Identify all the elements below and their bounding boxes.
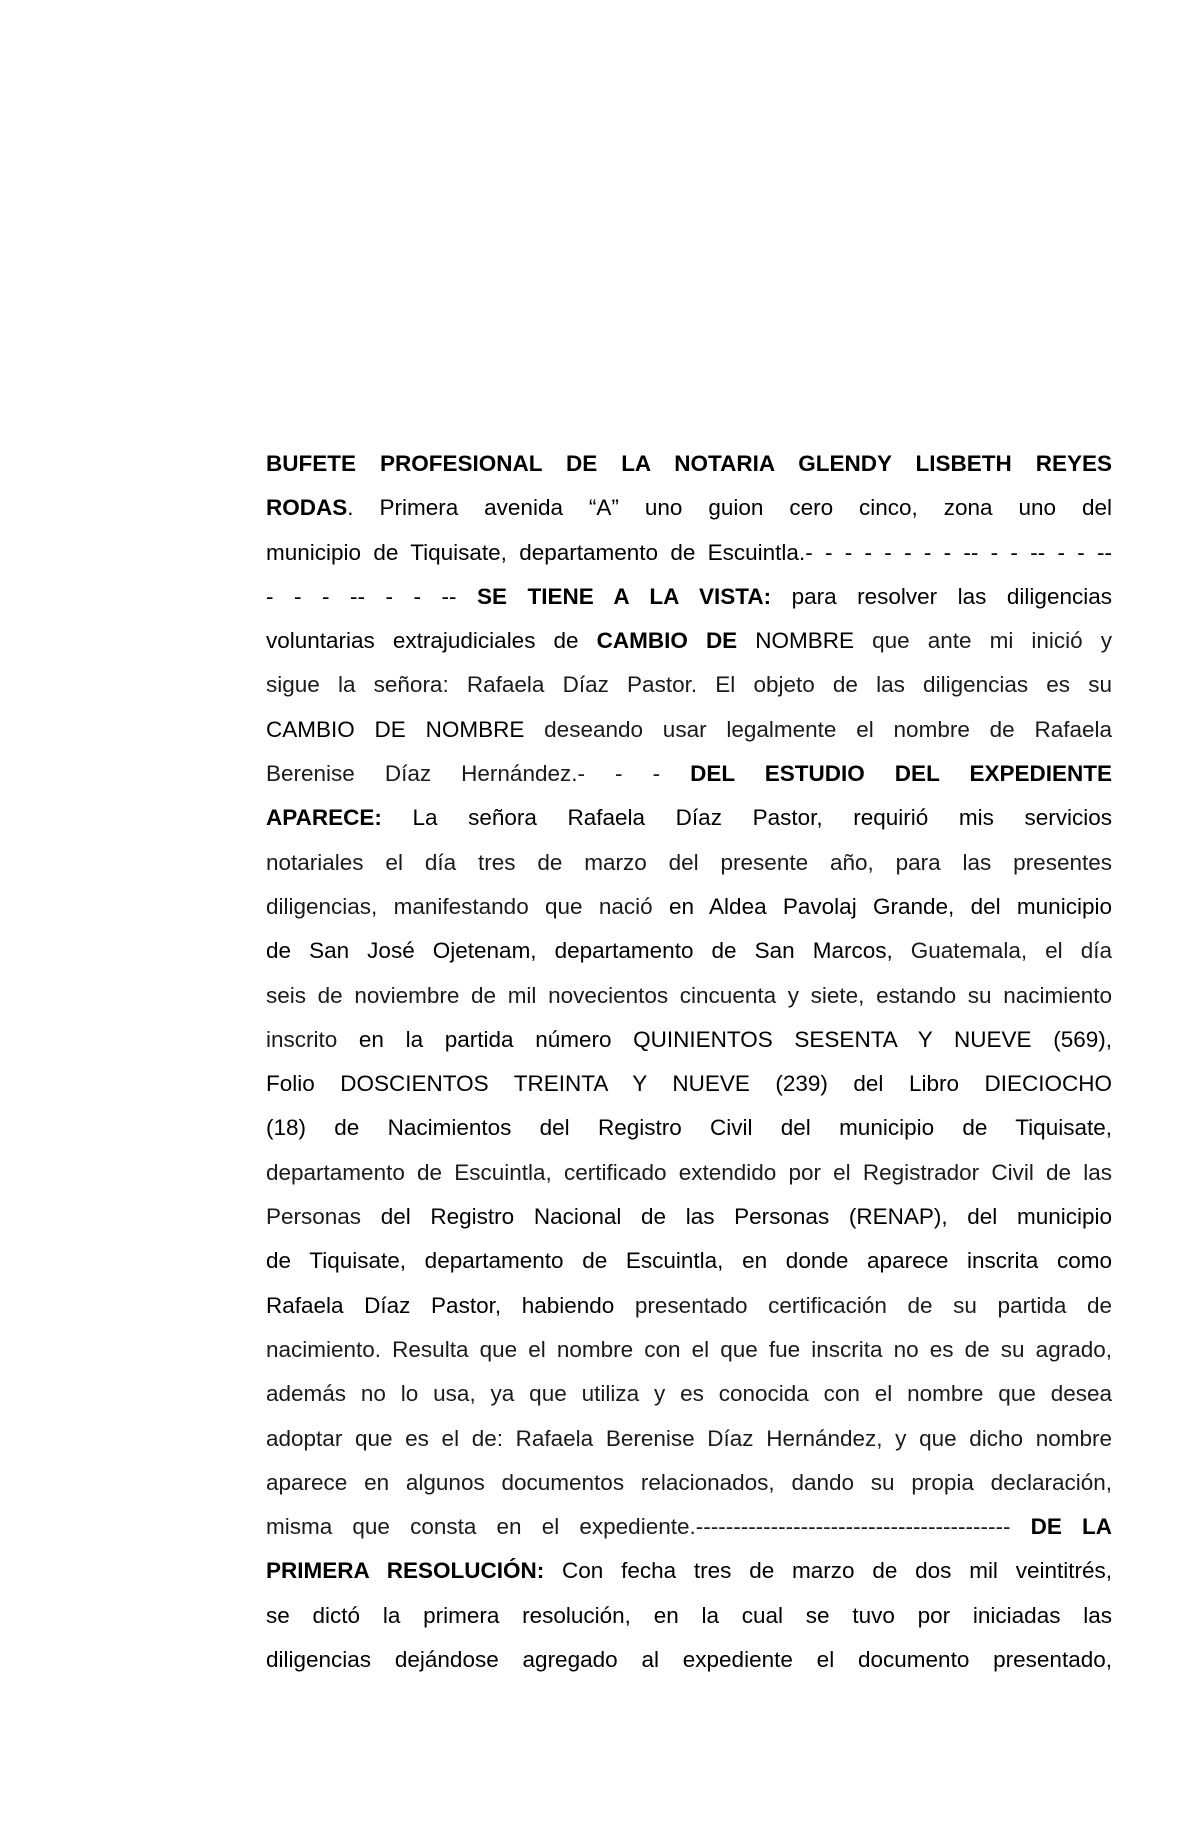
text-segment: para resolver las diligencias [771, 583, 1112, 609]
bold-text-segment: APARECE: [266, 805, 382, 831]
text-segment: seis de noviembre de mil novecientos cincuenta y siete, estando su nacimiento [266, 982, 1112, 1008]
bold-text-segment: RODAS [266, 495, 348, 521]
text-segment: nacimiento. Resulta que el nombre con el que fue inscrita no es de su agrado, [266, 1336, 1112, 1362]
text-line [266, 1239, 1112, 1283]
text-segment: misma que consta en el expediente.------------------------------------------ [266, 1514, 1031, 1540]
text-segment: adoptar que es el de: Rafaela Berenise Díaz Hernández, y que dicho nombre [266, 1425, 1112, 1451]
text-line [266, 619, 1112, 663]
text-line [266, 841, 1112, 885]
text-segment: aparece en algunos documentos relacionados, dando su propia declaración, [266, 1469, 1112, 1495]
text-segment: . Primera avenida “A” uno guion cero cinco, zona uno del [347, 495, 1112, 521]
text-line [266, 1151, 1112, 1195]
text-line [266, 1106, 1112, 1150]
text-segment: que ante mi inició y [854, 628, 1112, 654]
text-line [266, 885, 1112, 929]
text-segment: voluntarias extrajudiciales de [266, 628, 597, 654]
text-line [266, 708, 1112, 752]
bold-text-segment: DEL ESTUDIO DEL EXPEDIENTE [690, 761, 1112, 787]
bold-text-segment: CAMBIO DE [596, 628, 738, 654]
text-line [266, 1638, 1112, 1682]
text-segment: Berenise Díaz Hernández.- - - [266, 761, 691, 787]
text-segment: CAMBIO DE NOMBRE [266, 716, 525, 742]
text-line [266, 442, 1112, 486]
text-line [266, 1195, 1112, 1239]
text-segment: diligencias, manifestando que nació [266, 893, 669, 919]
text-segment: se dictó la primera resolución, en la cual se tuvo por iniciadas las [266, 1602, 1112, 1628]
text-line [266, 575, 1112, 619]
text-segment: diligencias dejándose agregado al expediente el documento presentado, [266, 1647, 1112, 1673]
document-body [266, 442, 1112, 1682]
text-line [266, 1284, 1112, 1328]
text-segment: (18) de Nacimientos del Registro Civil del municipio de Tiquisate, [266, 1115, 1112, 1141]
text-segment: Rafaela Díaz Pastor, habiendo [266, 1292, 615, 1318]
text-segment: Personas [266, 1204, 381, 1230]
text-line [266, 1417, 1112, 1461]
text-line [266, 1594, 1112, 1638]
text-line [266, 1461, 1112, 1505]
text-segment: notariales el día tres de marzo del presente año, para las presentes [266, 849, 1112, 875]
text-segment: NOMBRE [737, 628, 855, 654]
text-segment: de Tiquisate, departamento de Escuintla, en donde aparece inscrita como [266, 1248, 1112, 1274]
text-line [266, 929, 1112, 973]
text-segment: Guatemala, el día [892, 938, 1112, 964]
text-line [266, 974, 1112, 1018]
text-segment: de San José Ojetenam, departamento de San Marcos, [266, 938, 893, 964]
text-line [266, 1018, 1112, 1062]
text-line [266, 796, 1112, 840]
text-segment: deseando usar legalmente el nombre de Rafaela [524, 716, 1112, 742]
text-segment: en Aldea Pavolaj Grande, del municipio [668, 893, 1112, 919]
text-segment: presentado certificación de su partida de [614, 1292, 1112, 1318]
text-line [266, 1062, 1112, 1106]
bold-text-segment: PRIMERA RESOLUCIÓN: [266, 1558, 545, 1584]
text-segment: - - - -- - - -- [266, 583, 477, 609]
text-line [266, 1372, 1112, 1416]
text-segment: departamento de Escuintla, certificado extendido por el Registrador Civil de las [266, 1159, 1112, 1185]
bold-text-segment: SE TIENE A LA VISTA: [476, 583, 772, 609]
bold-text-segment: BUFETE PROFESIONAL DE LA NOTARIA GLENDY LISBETH REYES [266, 451, 1112, 476]
text-segment: Folio DOSCIENTOS TREINTA Y NUEVE (239) del Libro DIECIOCHO [266, 1071, 1112, 1097]
text-line [266, 752, 1112, 796]
text-line [266, 531, 1112, 575]
text-line [266, 1505, 1112, 1549]
text-segment: en la partida número QUINIENTOS SESENTA Y NUEVE (569), [358, 1026, 1112, 1052]
text-segment: Con fecha tres de marzo de dos mil veintitrés, [544, 1558, 1112, 1584]
text-segment: municipio de Tiquisate, departamento de Escuintla.- - - - - - - - -- - - -- - - -- [266, 539, 1112, 565]
text-segment: del Registro Nacional de las Personas (RENAP), del municipio [380, 1204, 1112, 1230]
text-segment: La señora Rafaela Díaz Pastor, requirió mis servicios [381, 805, 1112, 831]
text-line [266, 663, 1112, 707]
text-segment: además no lo usa, ya que utiliza y es conocida con el nombre que desea [266, 1381, 1112, 1407]
text-segment: inscrito [266, 1026, 359, 1052]
text-line [266, 1549, 1112, 1593]
text-line [266, 1328, 1112, 1372]
bold-text-segment: DE LA [1030, 1514, 1112, 1540]
text-segment: sigue la señora: Rafaela Díaz Pastor. El objeto de las diligencias es su [266, 672, 1112, 698]
text-line [266, 486, 1112, 530]
